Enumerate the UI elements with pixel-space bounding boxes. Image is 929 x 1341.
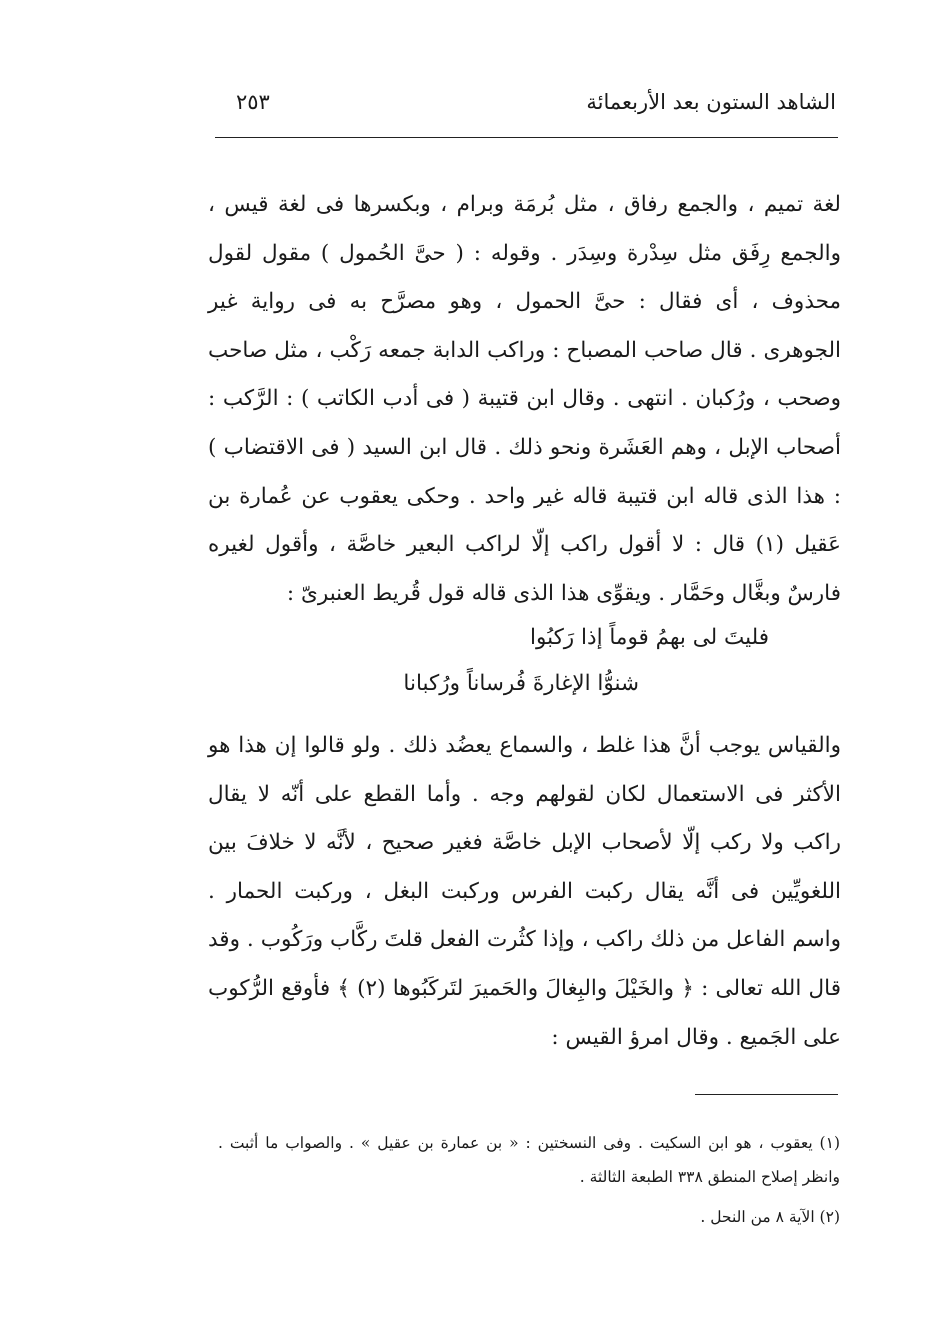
header-rule [215,137,838,138]
page-number: ٢٥٣ [236,90,270,114]
footnote-2: (٢) الآية ٨ من النحل . [700,1208,840,1226]
body-text-block-1 [208,181,841,618]
paragraph-1: لغة تميم ، والجمع رفاق ، مثل بُرمَة وبرام ، وبكسرها فى لغة قيس ، والجمع رِفَق مثل سِدْرة وسِدَر . وقوله : ( حىَّ الحُمول ) مقول لقول محذوف ، أى فقال : حىَّ الحمول ، وهو مصرَّح به فى رواية غير الجوهرى . قال صاحب المصباح : وراكب الدابة جمعه رَكْب ، مثل صاحب وصحب ، ورُكبان . انتهى . وقال ابن قتيبة ( فى أدب الكاتب ) : الرَّكب : أصحاب الإبل ، وهم العَشَرة ونحو ذلك . قال ابن السيد ( فى الاقتضاب ) : هذا الذى قاله ابن قتيبة قاله غير واحد . وحكى يعقوب عن عُمارة بن عَقيل (١) قال : لا أقول راكب إلّا لراكب البعير خاصَّة ، وأقول لغيره فارسٌ وبغَّال وحَمَّار . ويقوِّى هذا الذى قاله قول قُريط العنبرىّ : [208,192,842,606]
footnotes [218,1126,840,1234]
verse-line-2: شنوُّا الإغارةَ فُرساناً ورُكبانا [403,671,639,696]
footnote-rule [695,1094,838,1095]
verse-line-1: فليتَ لى بهمُ قوماً إذا رَكبُوا [530,625,769,650]
body-text-block-2 [208,722,841,1062]
running-title: الشاهد الستون بعد الأربعمائة [586,90,836,114]
paragraph-2: والقياس يوجب أنَّ هذا غلط ، والسماع يعضُد ذلك . ولو قالوا إن هذا هو الأكثر فى الاستعمال لكان لقولهم وجه . وأما القطع على أنّه لا يقال راكب ولا ركب إلّا لأصحاب الإبل خاصَّة فغير صحيح ، لأنَّه لا خلافَ بين اللغويِّين فى أنَّه يقال ركبت الفرس وركبت البغل ، وركبت الحمار . واسم الفاعل من ذلك راكب ، وإذا كثُرت الفعل قلتَ ركَّاب ورَكُوب . وقد قال الله تعالى : ﴿ والخَيْلَ والبِغالَ والحَميرَ لتَركَبُوها (٢) ﴾ فأوقع الرُّكوب على الجَميع . وقال امرؤ القيس : [208,733,841,1050]
footnote-1: (١) يعقوب ، هو ابن السكيت . وفى النسختين : « بن عمارة بن عقيل » . والصواب ما أثبت . وانظر إصلاح المنطق ٣٣٨ الطبعة الثالثة . [218,1134,840,1186]
running-head [222,82,836,122]
